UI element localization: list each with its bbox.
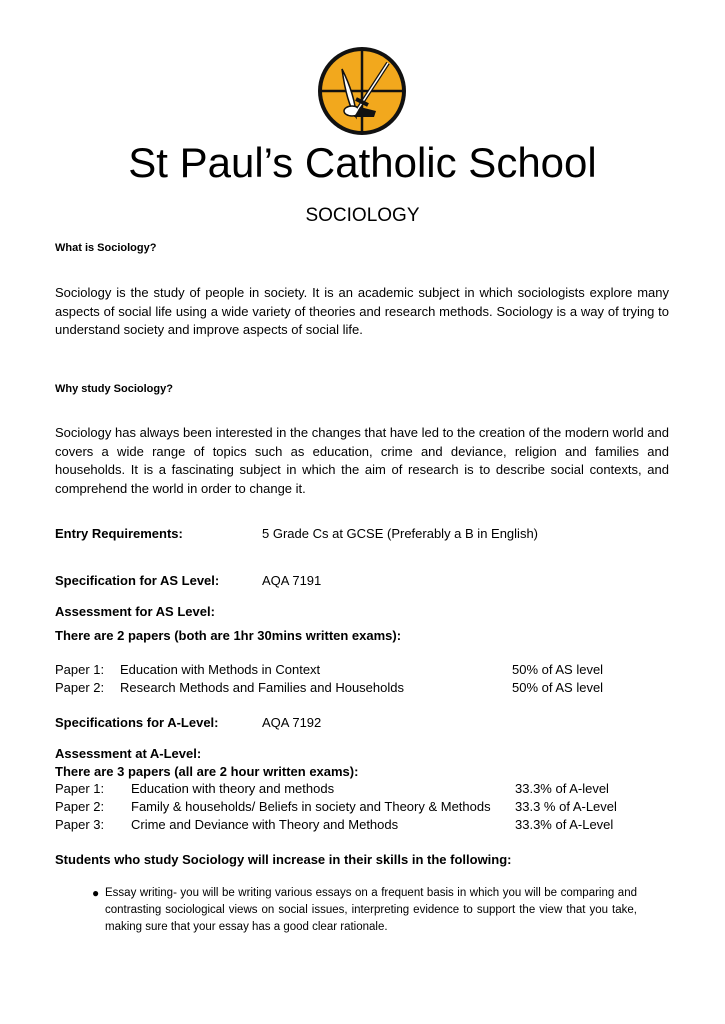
as-paper-2-title: Research Methods and Families and Households [120,680,404,695]
what-is-sociology-text: Sociology is the study of people in society. It is an academic subject in which sociologists explore many aspects of social life using a wide variety of theories and research methods. Sociology is a way of trying to understand society and improve aspects of social life. [55,285,669,337]
a-level-paper-2-number: Paper 2: [55,799,105,814]
skills-list-item [92,885,637,936]
a-level-paper-3-number: Paper 3: [55,817,105,832]
bullet-dot-icon: ● [92,886,100,900]
as-paper-1-weight: 50% of AS level [512,662,604,677]
why-study-sociology-heading: Why study Sociology? [55,383,173,395]
as-spec-value: AQA 7191 [262,573,322,588]
as-assessment-heading: Assessment for AS Level: [55,604,215,619]
a-level-paper-3-weight: 33.3% of A-Level [515,817,614,832]
skills-heading: Students who study Sociology will increase in their skills in the following: [55,852,512,867]
a-level-spec-label: Specifications for A-Level: [55,715,219,730]
as-paper-2-number: Paper 2: [55,680,105,695]
why-study-sociology-text: Sociology has always been interested in the changes that have led to the creation of the modern world and covers a wide range of topics such as education, crime and deviance, religion and families and households. It is a fascinating subject in which the aim of research is to describe social contexts, and comprehend the world in order to change it. [55,425,669,496]
as-paper-1-number: Paper 1: [55,662,105,677]
school-crest-icon [316,45,408,137]
a-level-paper-1-number: Paper 1: [55,781,105,796]
as-spec-label: Specification for AS Level: [55,573,220,588]
school-name-title: St Paul’s Catholic School [128,139,597,186]
a-level-paper-2-title: Family & households/ Beliefs in society and Theory & Methods [131,799,491,814]
a-level-assessment-heading: Assessment at A-Level: [55,746,202,761]
subject-title: SOCIOLOGY [305,205,420,226]
a-level-papers-heading: There are 3 papers (all are 2 hour written exams): [55,764,359,779]
skills-item-text: Essay writing- you will be writing various essays on a frequent basis in which you will be comparing and contrasting sociological views on social issues, interpreting evidence to support the view that you take, making sure that your essay has a good clear rationale. [105,887,637,933]
what-is-sociology-heading: What is Sociology? [55,242,157,254]
as-paper-1-title: Education with Methods in Context [120,662,321,677]
a-level-paper-3-title: Crime and Deviance with Theory and Methods [131,817,399,832]
a-level-paper-1-weight: 33.3% of A-level [515,781,609,796]
entry-requirements-value: 5 Grade Cs at GCSE (Preferably a B in English) [262,526,539,541]
a-level-paper-1-title: Education with theory and methods [131,781,335,796]
entry-requirements-label: Entry Requirements: [55,526,183,541]
as-papers-heading: There are 2 papers (both are 1hr 30mins written exams): [55,628,402,643]
as-paper-2-weight: 50% of AS level [512,680,604,695]
a-level-paper-2-weight: 33.3 % of A-Level [515,799,617,814]
a-level-spec-value: AQA 7192 [262,715,322,730]
